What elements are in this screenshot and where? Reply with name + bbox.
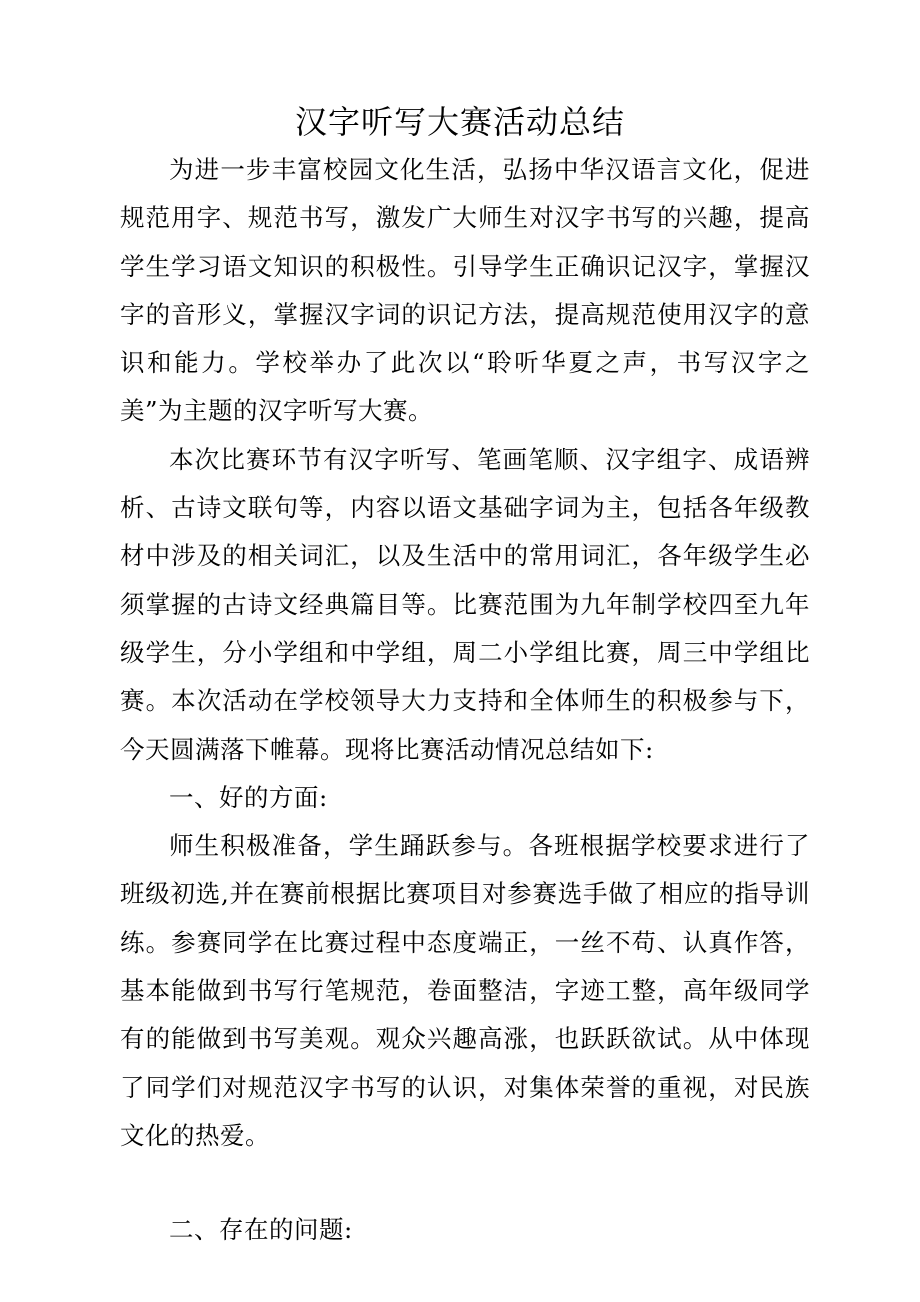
heading-good-aspects: 一、好的方面: [169, 782, 328, 812]
paragraph-intro: 为进一步丰富校园文化生活，弘扬中华汉语言文化，促进规范用字、规范书写，激发广大师生对汉字书写的兴趣，提高学生学习语文知识的积极性。引导学生正确识记汉字，掌握汉字的音形义，掌握汉字词的识记方法，提高规范使用汉字的意识和能力。学校举办了此次以“聆听华夏之声，书写汉字之美”为主题的汉字听写大赛。 [120, 155, 810, 426]
paragraph-good-aspects: 师生积极准备，学生踊跃参与。各班根据学校要求进行了班级初选,并在赛前根据比赛项目对参赛选手做了相应的指导训练。参赛同学在比赛过程中态度端正，一丝不苟、认真作答，基本能做到书写行笔规范，卷面整洁，字迹工整，高年级同学有的能做到书写美观。观众兴趣高涨，也跃跃欲试。从中体现了同学们对规范汉字书写的认识，对集体荣誉的重视，对民族文化的热爱。 [120, 831, 810, 1150]
blank-line [120, 1160, 810, 1206]
paragraph-contest-content: 本次比赛环节有汉字听写、笔画笔顺、汉字组字、成语辨析、古诗文联句等，内容以语文基础字词为主，包括各年级教材中涉及的相关词汇，以及生活中的常用词汇，各年级学生必须掌握的古诗文经典篇目等。比赛范围为九年制学校四至九年级学生，分小学组和中学组，周二小学组比赛，周三中学组比赛。本次活动在学校领导大力支持和全体师生的积极参与下，今天圆满落下帷幕。现将比赛活动情况总结如下: [120, 444, 810, 764]
document-body [120, 146, 810, 1255]
heading-problems: 二、存在的问题: [169, 1215, 353, 1245]
document-title: 汉字听写大赛活动总结 [294, 103, 625, 141]
